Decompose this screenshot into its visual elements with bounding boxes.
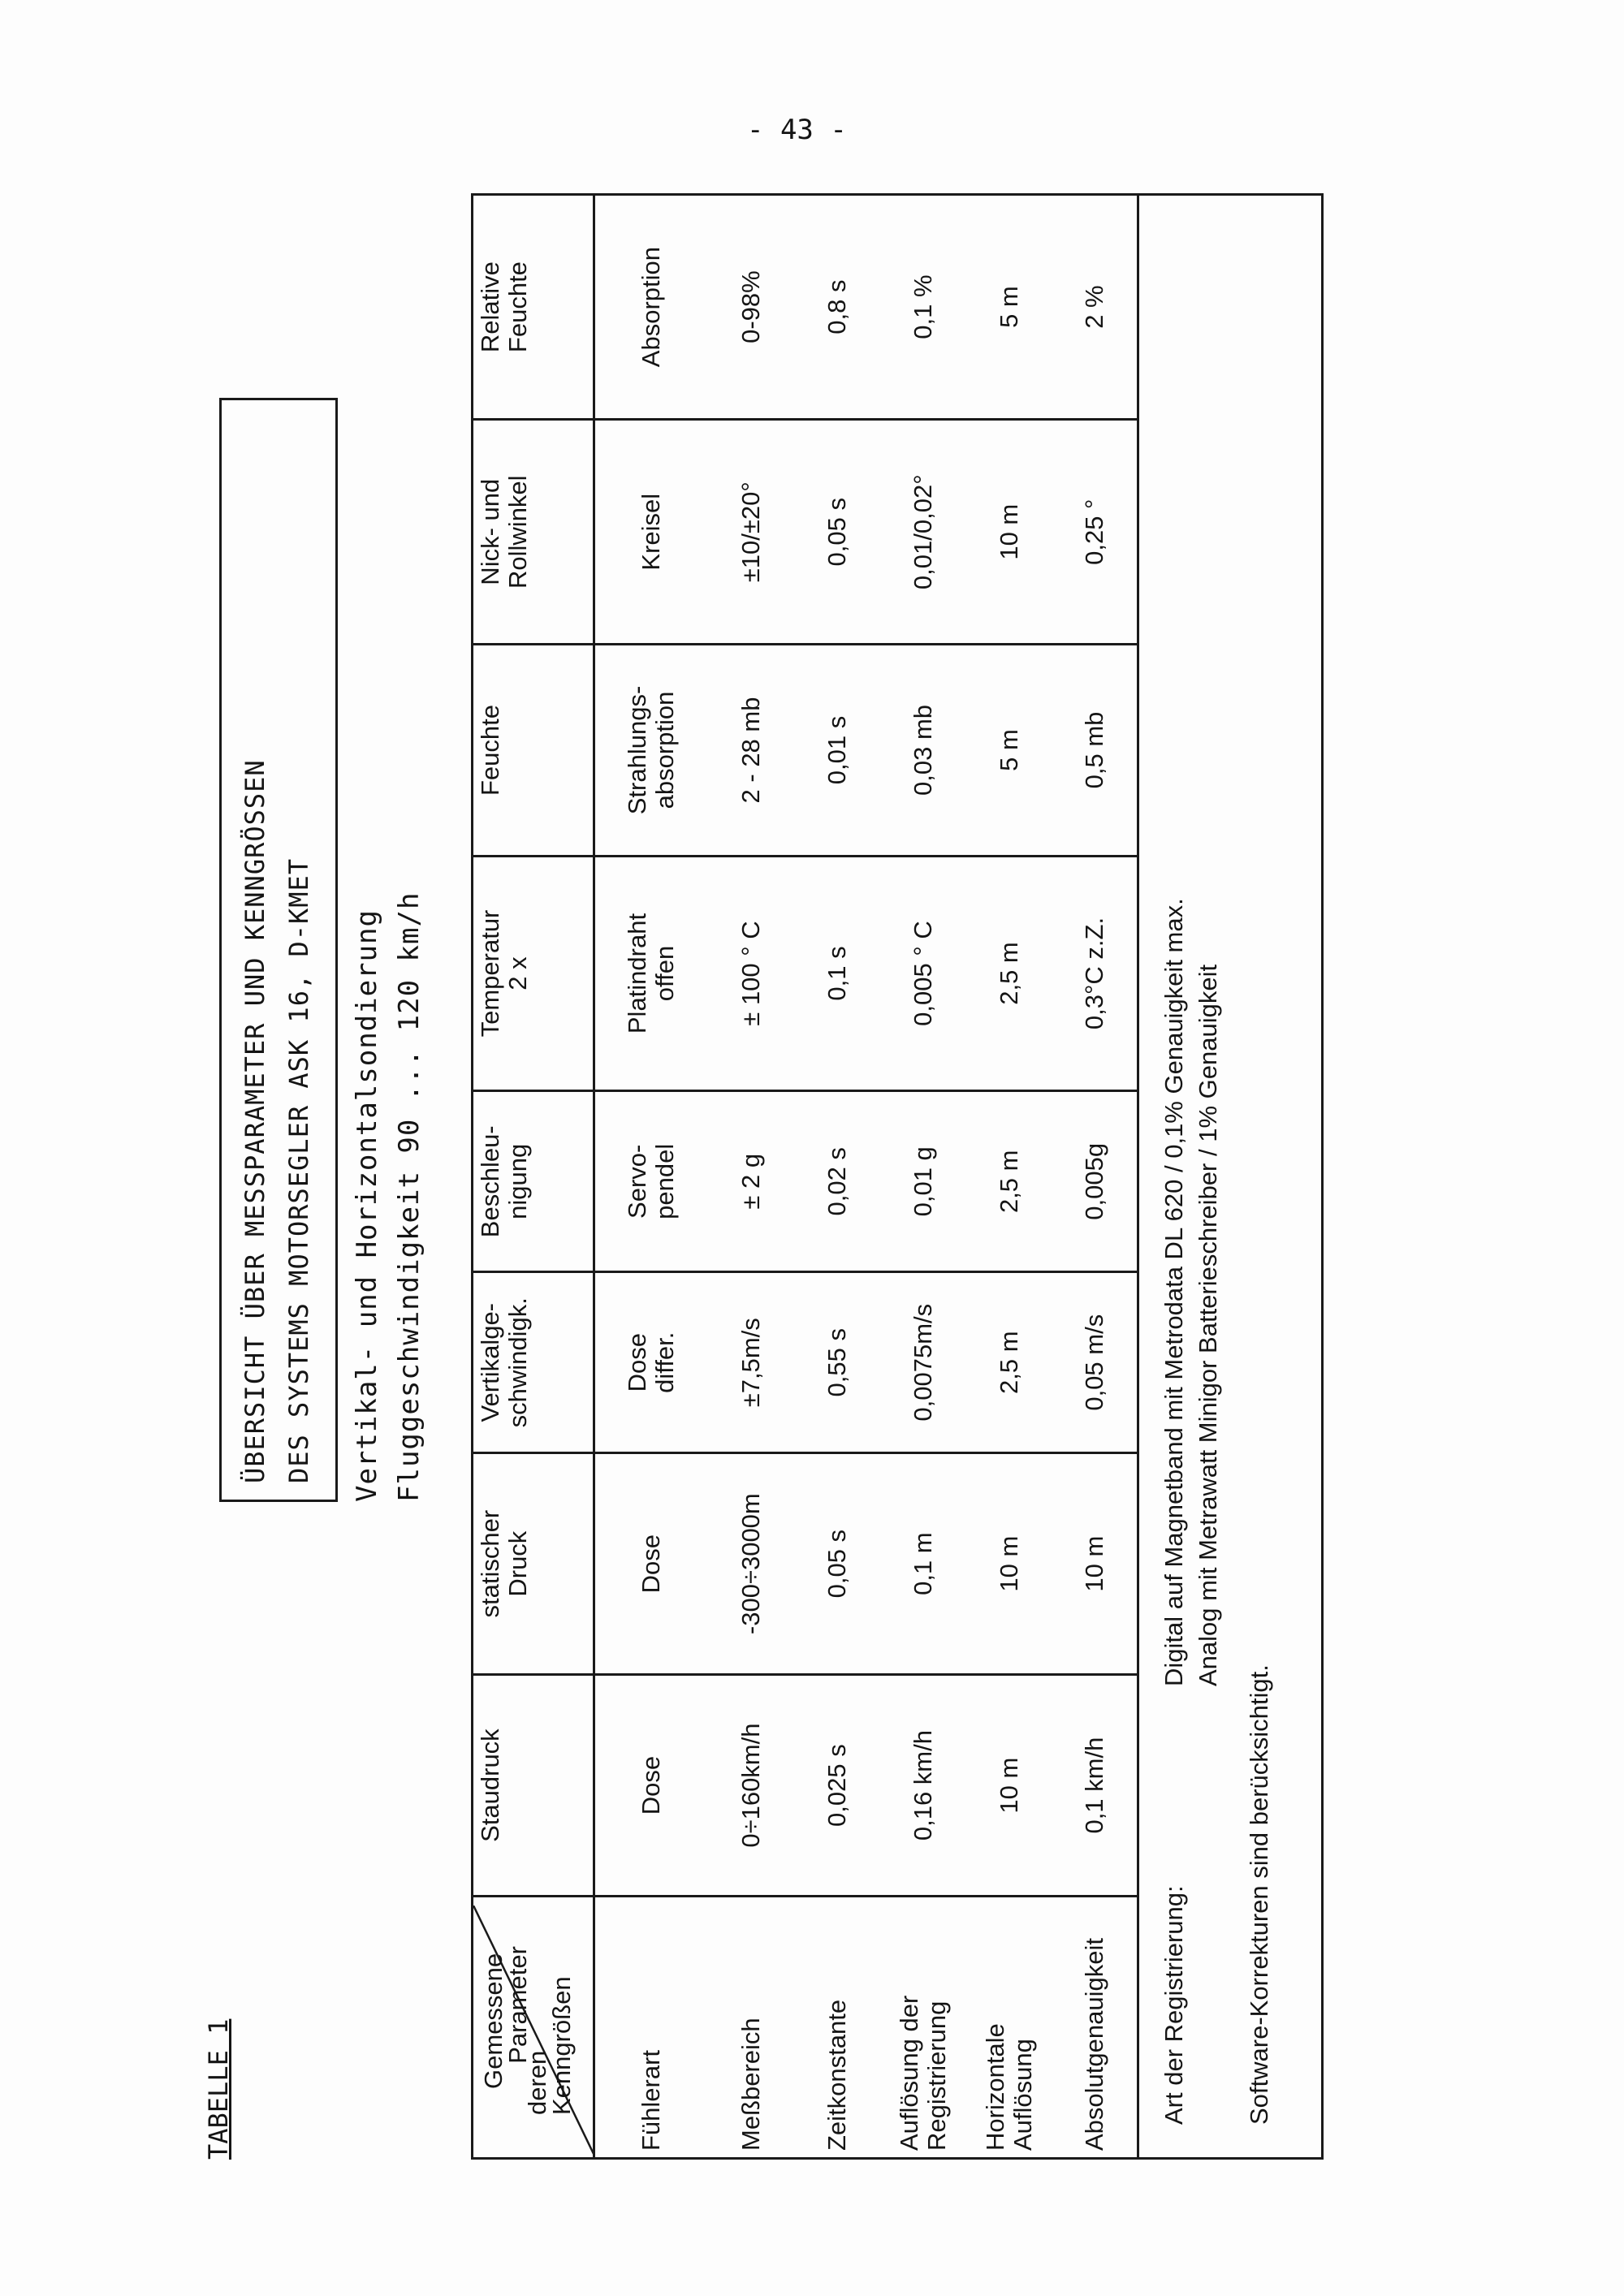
corner-top-text: Gemessene Parameter [479,1946,532,2089]
table-cell: 0,1 % [880,195,966,420]
table-cell: 0,5 mb [1052,645,1138,856]
table-cell: 10 m [966,1453,1052,1675]
table-cell: 0,05 s [794,1453,880,1675]
table-cell: 2,5 m [966,856,1052,1091]
row-label: Meßbereich [708,1897,794,2159]
subtitle-line-2: Fluggeschwindigkeit 90 ... 120 km/h [393,891,425,1502]
table-cell: Kreisel [594,420,708,645]
col-header: Nick- und Rollwinkel [473,420,594,645]
col-header: Feuchte [473,645,594,856]
table-row [594,195,708,2159]
table-cell: 0,1 m [880,1453,966,1675]
registration-line-1: Digital auf Magnetband mit Metrodata DL 620 / 0,1% Genauigkeit max. [1160,898,1188,1686]
table-cell: 2,5 m [966,1272,1052,1453]
software-note: Software-Korrekturen sind berücksichtigt. [1245,1664,1273,2125]
table-cell: 0,8 s [794,195,880,420]
table-cell: 0,005g [1052,1091,1138,1272]
table-cell: ± 2 g [708,1091,794,1272]
table-cell: 0,05 m/s [1052,1272,1138,1453]
table-cell: 0,3°C z.Z. [1052,856,1138,1091]
table-cell: 0,01/0,02° [880,420,966,645]
table-cell: 0,1 s [794,856,880,1091]
row-label: Absolutgenauigkeit [1052,1897,1138,2159]
table-cell: 10 m [1052,1453,1138,1675]
registration-line-2: Analog mit Metrawatt Minigor Batterieschreiber / 1% Genauigkeit [1194,964,1222,1686]
table-cell: 0,01 g [880,1091,966,1272]
table-cell: 2,5 m [966,1091,1052,1272]
table-cell: 5 m [966,195,1052,420]
col-header: Temperatur 2 x [473,856,594,1091]
title-box [219,398,338,1502]
table-cell: 0÷160km/h [708,1675,794,1897]
table-cell: ±10/±20° [708,420,794,645]
table-cell: 2 - 28 mb [708,645,794,856]
table-cell: Platindraht offen [594,856,708,1091]
col-header: Vertikalge- schwindigk. [473,1272,594,1453]
table-row [966,195,1052,2159]
table-cell: 0,0075m/s [880,1272,966,1453]
table-cell: 0-98% [708,195,794,420]
table-cell: 10 m [966,420,1052,645]
rotated-page-content [203,114,1356,2160]
corner-cell [473,1897,594,2159]
table-cell: 0,05 s [794,420,880,645]
col-header: Staudruck [473,1675,594,1897]
title-line-2: DES SYSTEMS MOTORSEGLER ASK 16, D-KMET [283,857,314,1483]
table-cell: ± 100 ° C [708,856,794,1091]
registration-label: Art der Registrierung: [1160,1885,1188,2125]
table-cell: Dose [594,1675,708,1897]
table-row [708,195,794,2159]
col-header: Relative Feuchte [473,195,594,420]
table-cell: 0,55 s [794,1272,880,1453]
table-cell: Servo- pendel [594,1091,708,1272]
parameter-table [471,193,1283,2160]
table-cell: ±7,5m/s [708,1272,794,1453]
corner-bottom-text: deren Kenngrößen [523,1976,576,2115]
table-cell: 0,16 km/h [880,1675,966,1897]
table-cell: 0,01 s [794,645,880,856]
row-label: Fühlerart [594,1897,708,2159]
row-label: Zeitkonstante [794,1897,880,2159]
table-cell: 10 m [966,1675,1052,1897]
page-number: - 43 - [747,114,847,146]
footer-cell [1138,195,1323,2159]
table-cell: Dose [594,1453,708,1675]
table-cell: 0,25 ° [1052,420,1138,645]
table-row [794,195,880,2159]
table-cell: 5 m [966,645,1052,856]
col-header: Beschleu- nigung [473,1091,594,1272]
row-label: Horizontale Auflösung [966,1897,1052,2159]
table-cell: 0,02 s [794,1091,880,1272]
title-line-1: ÜBERSICHT ÜBER MESSPARAMETER UND KENNGRÖSSEN [240,759,270,1483]
row-label: Auflösung der Registrierung [880,1897,966,2159]
table-label: TABELLE 1 [203,2018,234,2160]
table-row [1052,195,1138,2159]
table-cell: 0,025 s [794,1675,880,1897]
subtitle-line-1: Vertikal- und Horizontalsondierung [351,909,383,1502]
table-row [880,195,966,2159]
table-cell: -300÷3000m [708,1453,794,1675]
subtitle [346,892,430,1502]
table-cell: Strahlungs- absorption [594,645,708,856]
footer-row [1138,195,1323,2159]
table-cell: 0,005 ° C [880,856,966,1091]
table-cell: 2 % [1052,195,1138,420]
header-row [473,195,594,2159]
table-cell: Dose differ. [594,1272,708,1453]
table-cell: 0,03 mb [880,645,966,856]
table-cell: Absorption [594,195,708,420]
col-header: statischer Druck [473,1453,594,1675]
table-cell: 0,1 km/h [1052,1675,1138,1897]
